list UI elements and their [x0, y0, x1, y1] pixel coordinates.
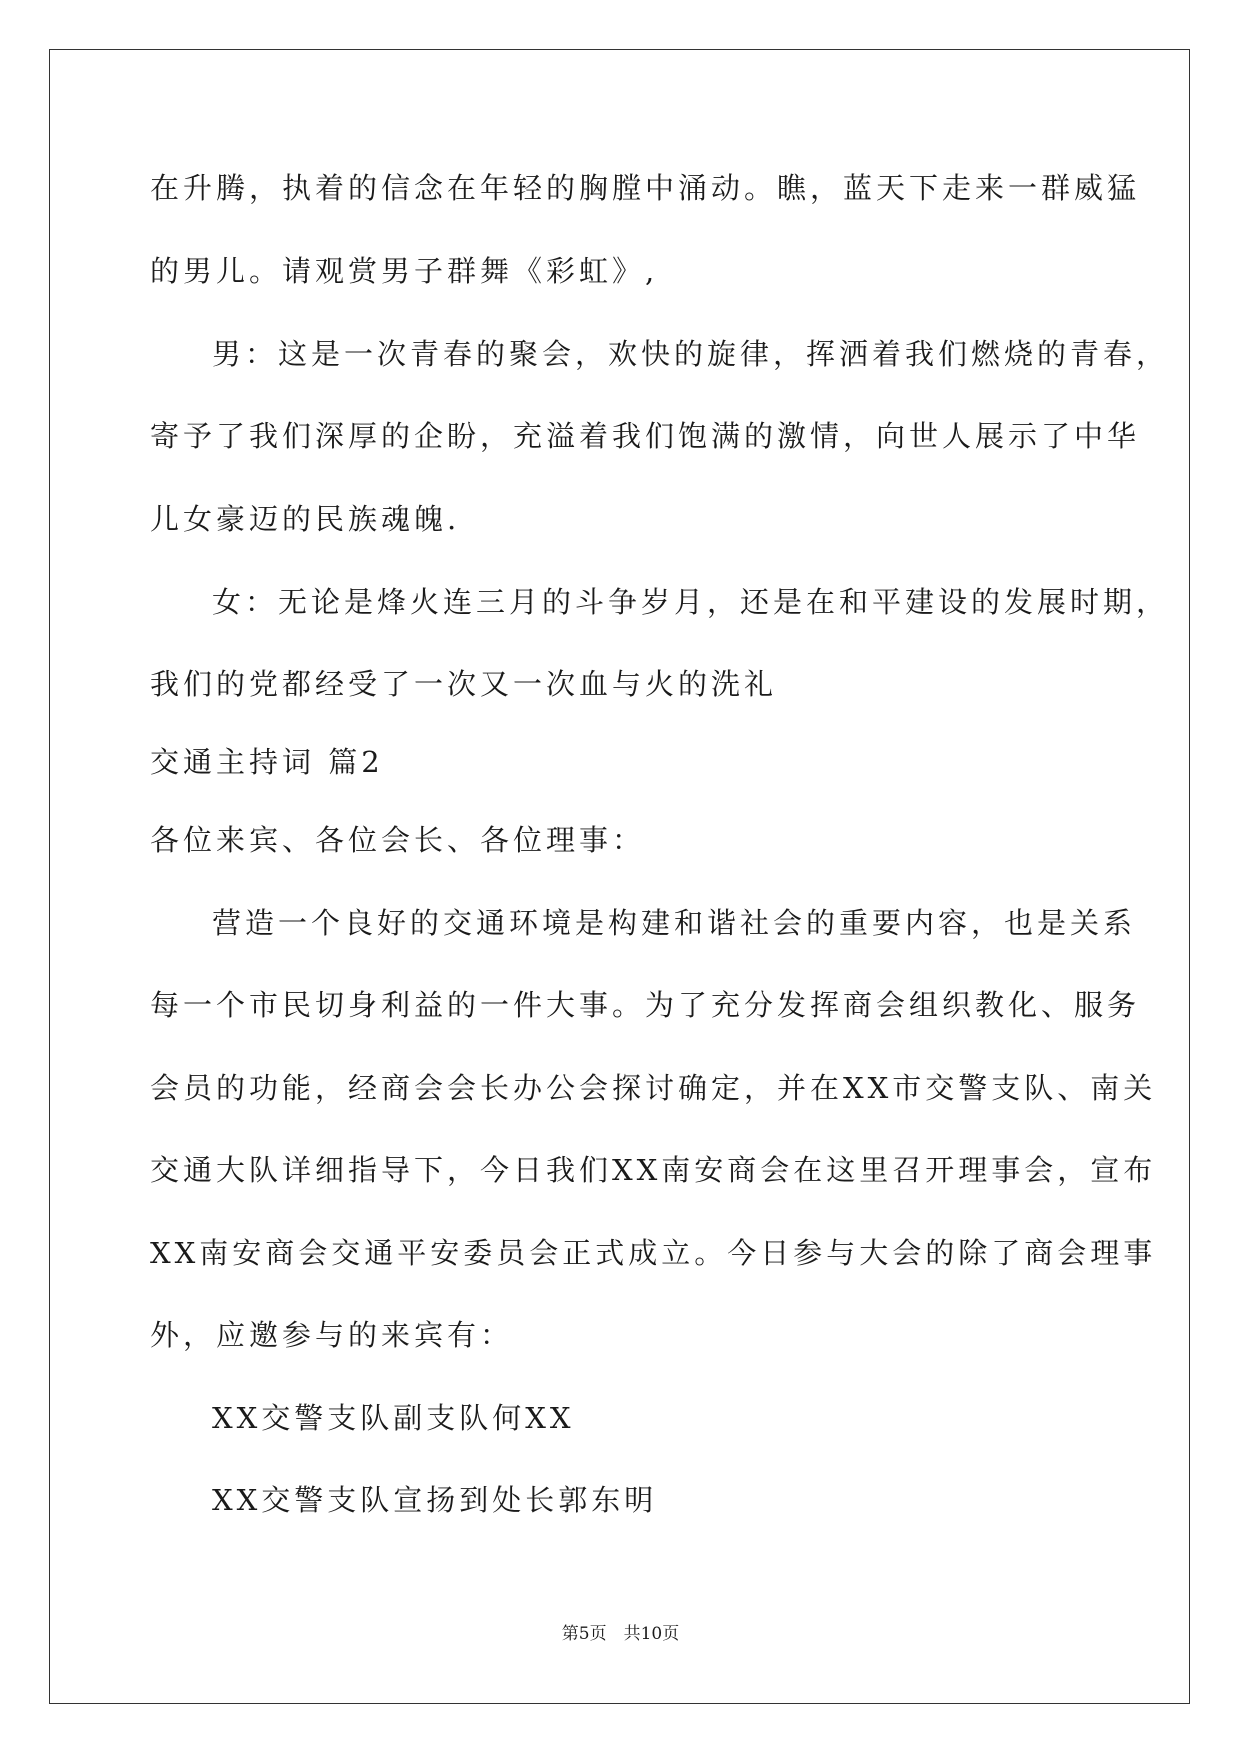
text-line: 营造一个良好的交通环境是构建和谐社会的重要内容，也是关系 — [212, 906, 1137, 940]
text-line: 每一个市民切身利益的一件大事。为了充分发挥商会组织教化、服务 — [150, 988, 1141, 1022]
page-border — [49, 49, 1190, 1704]
text-line: 寄予了我们深厚的企盼，充溢着我们饱满的激情，向世人展示了中华 — [150, 419, 1141, 453]
guest-item: XX交警支队宣扬到处长郭东明 — [212, 1483, 658, 1517]
text-line: 儿女豪迈的民族魂魄. — [150, 502, 461, 536]
text-line: 外，应邀参与的来宾有： — [150, 1318, 514, 1352]
text-line: 我们的党都经受了一次又一次血与火的洗礼 — [150, 667, 778, 701]
salutation: 各位来宾、各位会长、各位理事： — [150, 823, 646, 857]
text-line: 女：无论是烽火连三月的斗争岁月，还是在和平建设的发展时期， — [212, 585, 1170, 619]
text-line: 男：这是一次青春的聚会，欢快的旋律，挥洒着我们燃烧的青春， — [212, 337, 1170, 371]
text-line: 的男儿。请观赏男子群舞《彩虹》, — [150, 254, 659, 288]
text-line: 在升腾，执着的信念在年轻的胸膛中涌动。瞧，蓝天下走来一群威猛 — [150, 171, 1141, 205]
text-line: XX南安商会交通平安委员会正式成立。今日参与大会的除了商会理事 — [150, 1236, 1157, 1270]
section-heading: 交通主持词 篇2 — [150, 745, 384, 779]
text-line: 会员的功能，经商会会长办公会探讨确定，并在XX市交警支队、南关 — [150, 1071, 1157, 1105]
guest-item: XX交警支队副支队何XX — [212, 1401, 575, 1435]
page-number: 第5页 共10页 — [561, 1624, 680, 1644]
text-line: 交通大队详细指导下，今日我们XX南安商会在这里召开理事会，宣布 — [150, 1153, 1157, 1187]
